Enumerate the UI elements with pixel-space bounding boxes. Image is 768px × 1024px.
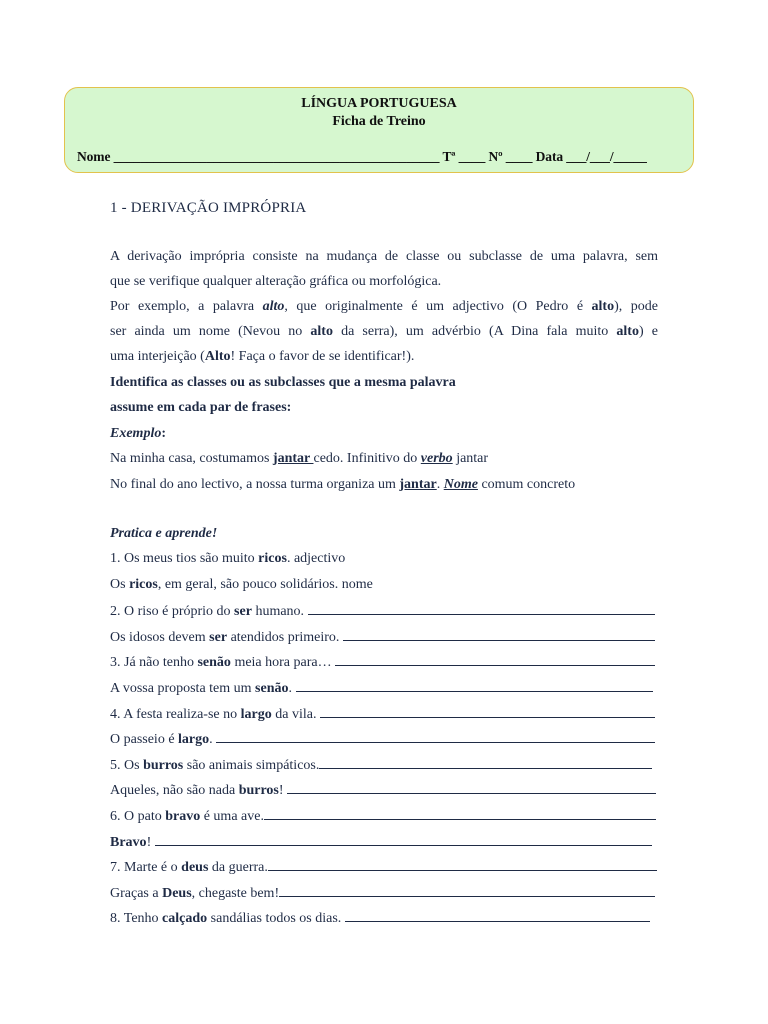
item-text: 3. Já não tenho: [110, 655, 198, 671]
answer-blank[interactable]: [279, 884, 655, 897]
instruction-line-1: Identifica as classes ou as subclasses que a mesma palavra: [110, 375, 456, 390]
item-keyword: Bravo: [110, 834, 147, 850]
item-keyword: deus: [181, 860, 209, 876]
item-keyword: ricos: [129, 576, 158, 592]
text: ) e: [638, 324, 658, 339]
item-text: . adjectivo: [286, 551, 346, 566]
item-keyword: senão: [255, 681, 289, 696]
item-keyword: ser: [234, 604, 252, 620]
item-keyword: largo: [178, 732, 210, 748]
example-line-2: [110, 477, 575, 493]
answer-blank[interactable]: [319, 756, 652, 769]
item-text: é uma ave.: [200, 809, 264, 824]
header-box: [64, 87, 694, 173]
keyword: jantar: [272, 451, 314, 466]
item-text: , em geral, são pouco solidários. nome: [157, 576, 373, 592]
keyword: Alto: [204, 349, 231, 364]
item-text: Aqueles, não são nada: [110, 783, 239, 799]
keyword: alto: [310, 324, 333, 339]
practice-item: [110, 705, 655, 723]
item-text: 6. O pato: [110, 809, 166, 824]
answer-blank[interactable]: [216, 730, 655, 743]
answer-blank[interactable]: [268, 858, 657, 871]
text: comum concreto: [477, 477, 576, 492]
answer-blank[interactable]: [335, 653, 655, 666]
text: ser ainda um nome (Nevou no: [110, 324, 311, 339]
intro-line-4: [110, 324, 658, 340]
example-line-1: [110, 451, 488, 467]
item-keyword: largo: [240, 706, 272, 722]
item-text: Os idosos devem: [110, 629, 210, 645]
keyword: Nome: [443, 477, 478, 492]
keyword: alto: [262, 299, 285, 314]
practice-item: [110, 858, 657, 876]
practice-item: [110, 628, 655, 646]
item-text: 5. Os: [110, 757, 144, 773]
practice-item: [110, 577, 373, 593]
text: ! Faça o favor de se identificar!).: [230, 349, 415, 364]
item-text: A vossa proposta tem um: [110, 681, 256, 696]
text: No final do ano lectivo, a nossa turma organiza um: [110, 477, 400, 492]
practice-title: Pratica e aprende!: [110, 526, 218, 541]
item-text: Graças a: [110, 885, 163, 901]
intro-line-1: A derivação imprópria consiste na mudança de classe ou subclasse de uma palavra, sem: [110, 249, 658, 264]
example-word: Exemplo: [110, 426, 162, 441]
text: , que originalmente é um adjectivo (O Pedro é: [284, 299, 592, 314]
item-text: 7. Marte é o: [110, 860, 182, 876]
practice-item: [110, 602, 655, 620]
item-keyword: Deus: [162, 885, 192, 901]
worksheet-subtitle: Ficha de Treino: [332, 114, 426, 129]
item-text: 2. O riso é próprio do: [110, 604, 235, 620]
item-text: .: [288, 681, 296, 696]
item-text: 4. A festa realiza-se no: [110, 706, 241, 722]
item-text: da guerra.: [208, 860, 268, 876]
answer-blank[interactable]: [264, 807, 656, 820]
item-text: sandálias todos os dias.: [207, 911, 345, 927]
item-text: da vila.: [271, 706, 320, 722]
item-keyword: ser: [209, 629, 228, 645]
practice-item: [110, 756, 652, 774]
answer-blank[interactable]: [287, 781, 656, 794]
item-text: humano.: [251, 604, 308, 620]
answer-blank[interactable]: [320, 705, 655, 718]
instruction-line-2: assume em cada par de frases:: [110, 400, 292, 415]
student-info-line[interactable]: Nome _________________________________________________ Tª ____ Nº ____ Data ___/___/_____: [77, 149, 647, 164]
item-keyword: burros: [143, 757, 184, 773]
item-keyword: ricos: [258, 551, 287, 566]
item-text: 1. Os meus tios são muito: [110, 551, 259, 566]
answer-blank[interactable]: [155, 833, 652, 846]
item-keyword: bravo: [165, 809, 201, 824]
practice-item: [110, 730, 655, 748]
text: Por exemplo, a palavra: [110, 299, 263, 314]
practice-item: [110, 833, 652, 851]
practice-item: [110, 909, 650, 927]
item-text: !: [146, 834, 155, 850]
item-text: O passeio é: [110, 732, 179, 748]
item-text: 8. Tenho: [110, 911, 163, 927]
item-keyword: senão: [197, 655, 231, 671]
item-text: !: [278, 783, 288, 799]
answer-blank[interactable]: [308, 602, 655, 615]
item-text: são animais simpáticos.: [183, 757, 320, 773]
text: ), pode: [614, 299, 658, 314]
answer-blank[interactable]: [296, 679, 654, 692]
keyword: jantar: [399, 477, 437, 492]
intro-line-2: que se verifique qualquer alteração gráfica ou morfológica.: [110, 274, 442, 289]
intro-line-3: [110, 299, 658, 315]
practice-item: [110, 807, 656, 825]
keyword: alto: [591, 299, 615, 314]
text: da serra), um advérbio (A Dina fala muito: [332, 324, 617, 339]
example-label: [110, 426, 166, 442]
keyword: alto: [616, 324, 639, 339]
text: uma interjeição (: [110, 349, 205, 364]
item-text: meia hora para…: [230, 655, 336, 671]
subject-title: LÍNGUA PORTUGUESA: [301, 96, 457, 111]
practice-item: [110, 653, 655, 671]
practice-item: [110, 781, 656, 799]
item-keyword: calçado: [162, 911, 208, 927]
item-keyword: burros: [238, 783, 279, 799]
keyword: verbo: [420, 451, 453, 466]
practice-item: [110, 884, 655, 902]
text: jantar: [452, 451, 489, 466]
colon: :: [161, 426, 167, 441]
item-text: .: [209, 732, 217, 748]
answer-blank[interactable]: [343, 628, 655, 641]
item-text: , chegaste bem!: [191, 885, 280, 901]
intro-line-5: [110, 349, 414, 365]
practice-item: [110, 679, 653, 697]
text: cedo. Infinitivo do: [313, 451, 421, 466]
text: .: [436, 477, 444, 492]
answer-blank[interactable]: [345, 909, 650, 922]
section-title: 1 - DERIVAÇÃO IMPRÓPRIA: [110, 200, 307, 216]
item-text: atendidos primeiro.: [227, 629, 343, 645]
practice-item: [110, 551, 345, 567]
text: Na minha casa, costumamos: [110, 451, 273, 466]
item-text: Os: [110, 576, 130, 592]
